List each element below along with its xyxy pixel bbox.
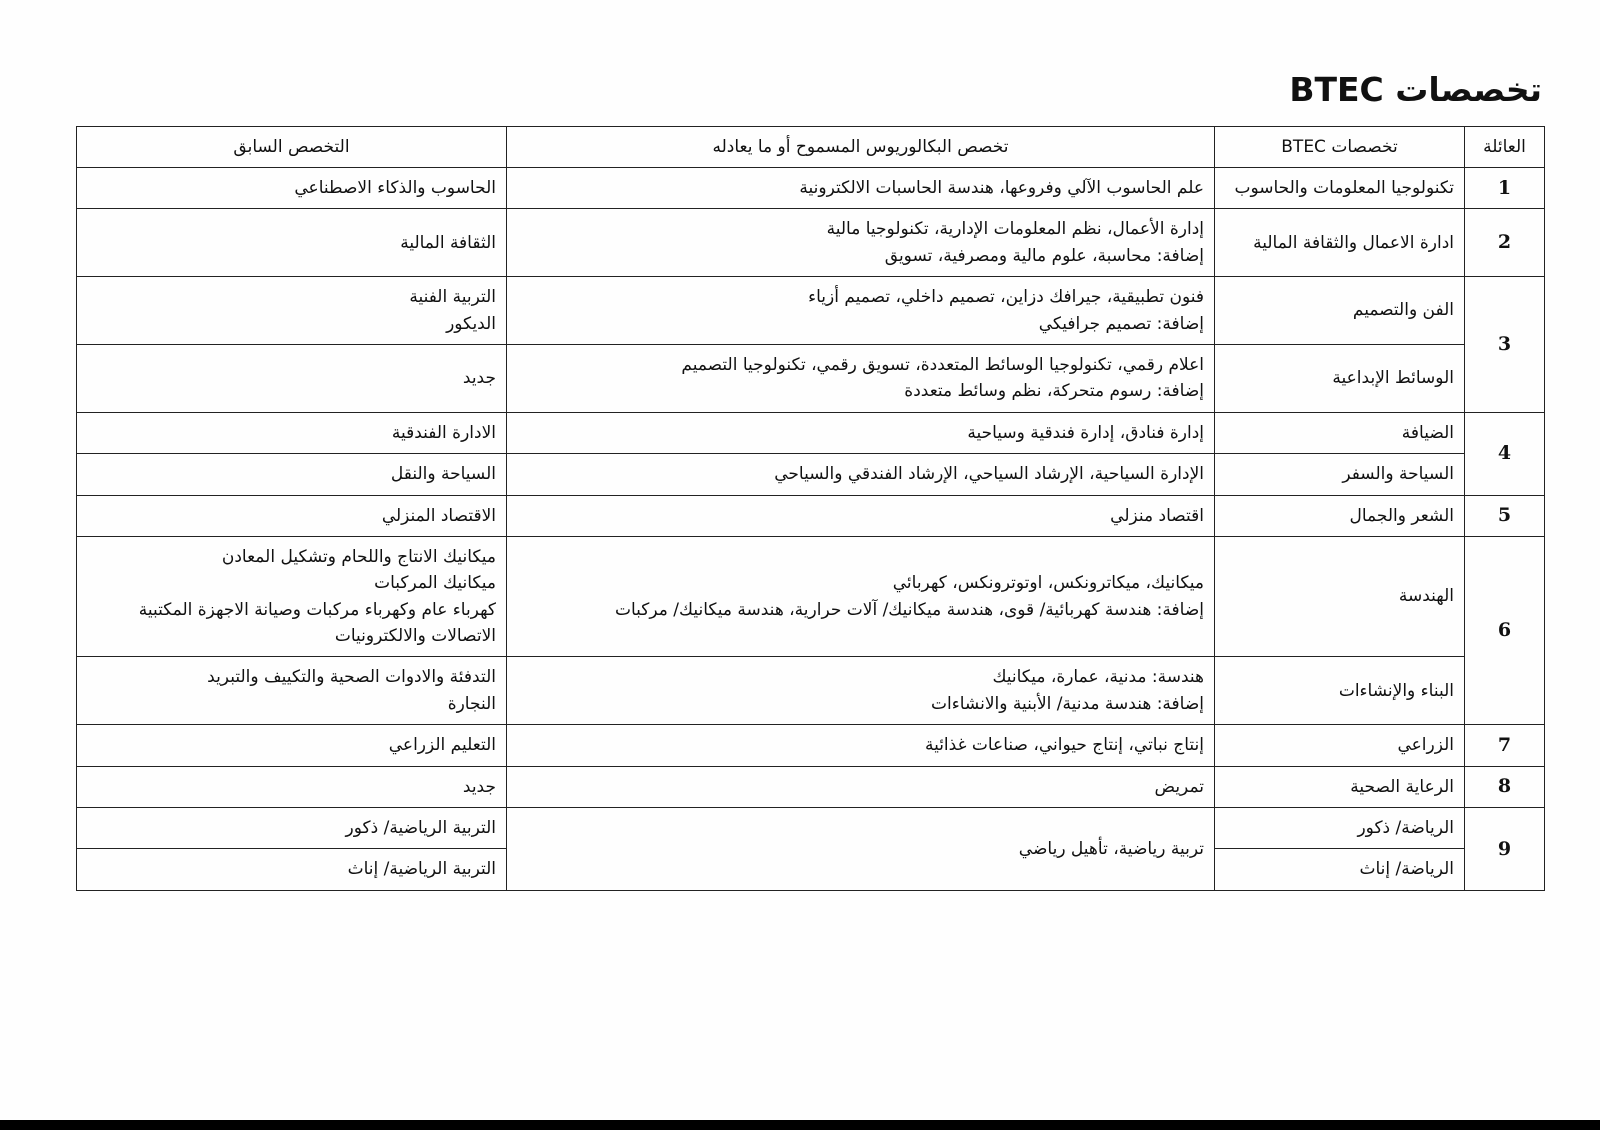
header-previous: التخصص السابق [77,127,507,168]
btec-specialization: الزراعي [1215,725,1465,766]
bachelor-line: إضافة: رسوم متحركة، نظم وسائط متعددة [904,381,1204,402]
family-number: 2 [1465,209,1545,277]
btec-specializations-table [76,126,1545,891]
bachelor-cell [507,766,1215,807]
btec-specialization: الشعر والجمال [1215,495,1465,536]
bachelor-cell [507,454,1215,495]
table-row [77,725,1545,766]
family-number: 4 [1465,412,1545,495]
previous-cell [77,766,507,807]
family-number: 6 [1465,536,1545,724]
previous-cell [77,725,507,766]
bachelor-cell [507,495,1215,536]
previous-cell [77,849,507,890]
table-row [77,808,1545,849]
header-btec: تخصصات BTEC [1215,127,1465,168]
page-title: تخصصات BTEC [1289,70,1542,109]
bachelor-cell [507,536,1215,657]
btec-specialization: الرعاية الصحية [1215,766,1465,807]
table-row [77,657,1545,725]
bachelor-line: إنتاج نباتي، إنتاج حيواني، صناعات غذائية [924,735,1204,756]
previous-cell [77,344,507,412]
btec-specialization: الوسائط الإبداعية [1215,344,1465,412]
previous-cell [77,808,507,849]
table-row [77,168,1545,209]
previous-cell [77,168,507,209]
table-header-row [77,127,1545,168]
bachelor-line: إضافة: تصميم جرافيكي [1038,313,1204,334]
bachelor-line: اقتصاد منزلي [1110,505,1204,526]
previous-line: الادارة الفندقية [391,422,496,443]
previous-line: التدفئة والادوات الصحية والتكييف والتبريد [207,667,496,688]
bachelor-line: ميكانيك، ميكاترونكس، اوتوترونكس، كهربائي [892,573,1204,594]
previous-cell [77,454,507,495]
bachelor-cell [507,277,1215,345]
previous-line: الاتصالات والالكترونيات [334,626,496,647]
previous-line: ميكانيك المركبات [374,573,496,594]
table-row [77,277,1545,345]
btec-specialization: الضيافة [1215,412,1465,453]
previous-line: الحاسوب والذكاء الاصطناعي [294,178,496,198]
previous-cell [77,536,507,657]
table-row [77,412,1545,453]
bachelor-line: تربية رياضية، تأهيل رياضي [1018,838,1204,859]
btec-specialization: السياحة والسفر [1215,454,1465,495]
family-number: 9 [1465,808,1545,891]
bachelor-line: فنون تطبيقية، جيرافك دزاين، تصميم داخلي، تصميم أزياء [808,287,1204,308]
previous-line: الثقافة المالية [400,232,496,253]
previous-cell [77,495,507,536]
family-number: 8 [1465,766,1545,807]
bachelor-cell [507,808,1215,891]
header-family: العائلة [1465,127,1545,168]
family-number: 1 [1465,168,1545,209]
family-number: 3 [1465,277,1545,413]
table-row [77,536,1545,657]
previous-line: كهرباء عام وكهرباء مركبات وصيانة الاجهزة المكتبية [138,599,496,620]
previous-cell [77,657,507,725]
bachelor-line: اعلام رقمي، تكنولوجيا الوسائط المتعددة، تسويق رقمي، تكنولوجيا التصميم [681,354,1204,375]
family-number: 7 [1465,725,1545,766]
previous-line: الديكور [446,313,496,334]
btec-specialization: الرياضة/ إناث [1215,849,1465,890]
previous-cell [77,412,507,453]
bachelor-cell [507,168,1215,209]
bachelor-cell [507,657,1215,725]
previous-line: التربية الرياضية/ ذكور [345,818,496,839]
btec-specialization: البناء والإنشاءات [1215,657,1465,725]
btec-specialization: تكنولوجيا المعلومات والحاسوب [1215,168,1465,209]
bachelor-cell [507,725,1215,766]
bachelor-line: الإدارة السياحية، الإرشاد السياحي، الإرشاد الفندقي والسياحي [774,464,1204,485]
previous-line: جديد [462,368,496,389]
family-number: 5 [1465,495,1545,536]
previous-line: ميكانيك الانتاج واللحام وتشكيل المعادن [221,546,496,567]
table-row [77,766,1545,807]
btec-specialization: ادارة الاعمال والثقافة المالية [1215,209,1465,277]
btec-specialization: الهندسة [1215,536,1465,657]
bachelor-line: تمريض [1154,776,1204,797]
bachelor-line: هندسة: مدنية، عمارة، ميكانيك [992,667,1204,688]
bachelor-line: علم الحاسوب الآلي وفروعها، هندسة الحاسبات الالكترونية [799,178,1204,198]
previous-line: التعليم الزراعي [388,735,496,756]
bachelor-line: إدارة الأعمال، نظم المعلومات الإدارية، تكنولوجيا مالية [826,219,1204,240]
previous-line: التربية الفنية [409,287,496,308]
bachelor-line: إضافة: محاسبة، علوم مالية ومصرفية، تسويق [884,245,1204,266]
scan-bottom-edge [0,1120,1600,1130]
bachelor-cell [507,344,1215,412]
previous-line: النجارة [447,693,496,714]
table-row [77,454,1545,495]
btec-specialization: الرياضة/ ذكور [1215,808,1465,849]
previous-line: التربية الرياضية/ إناث [347,859,496,880]
table-row [77,209,1545,277]
btec-specialization: الفن والتصميم [1215,277,1465,345]
previous-line: السياحة والنقل [390,464,496,485]
bachelor-cell [507,209,1215,277]
previous-line: الاقتصاد المنزلي [381,505,496,526]
bachelor-cell [507,412,1215,453]
bachelor-line: إدارة فنادق، إدارة فندقية وسياحية [967,422,1204,443]
table-row [77,495,1545,536]
previous-cell [77,277,507,345]
previous-cell [77,209,507,277]
bachelor-line: إضافة: هندسة مدنية/ الأبنية والانشاءات [931,693,1204,714]
table-row [77,344,1545,412]
header-bachelor: تخصص البكالوريوس المسموح أو ما يعادله [507,127,1215,168]
bachelor-line: إضافة: هندسة كهربائية/ قوى، هندسة ميكانيك/ آلات حرارية، هندسة ميكانيك/ مركبات [614,599,1204,620]
previous-line: جديد [462,776,496,797]
